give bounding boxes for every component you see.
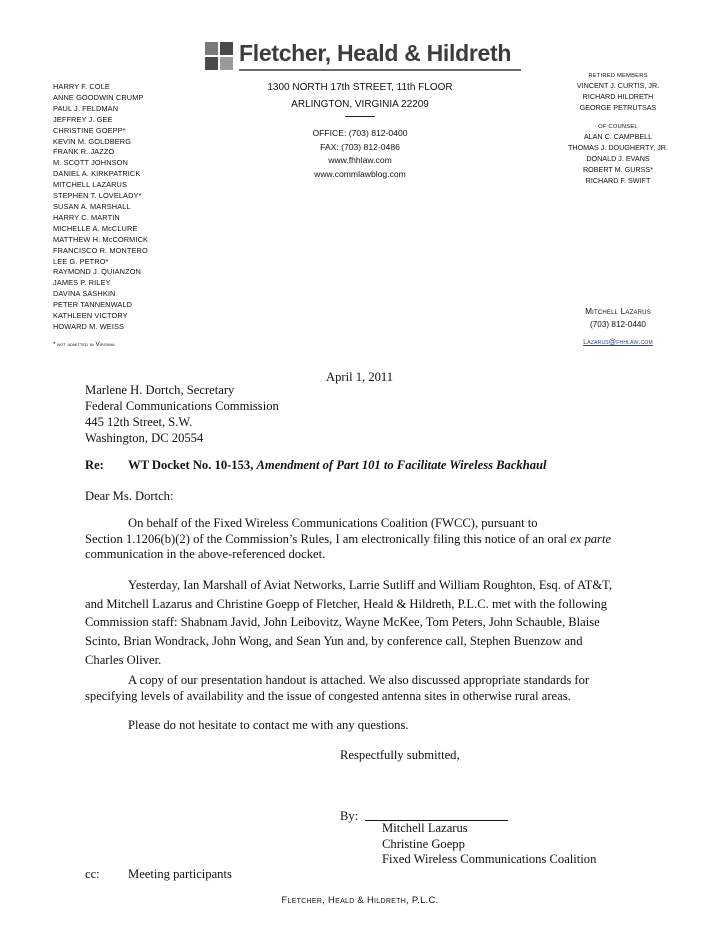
recipient-line: 445 12th Street, S.W. — [85, 415, 193, 429]
cc-recipients: Meeting participants — [128, 867, 232, 881]
retired-member: VINCENT J. CURTIS, JR. — [576, 81, 660, 90]
retired-header: RETIRED MEMBERS — [588, 73, 648, 79]
retired-member: RICHARD HILDRETH — [582, 91, 654, 101]
partner-name: KEVIN M. GOLDBERG — [53, 136, 132, 146]
partner-name: ANNE GOODWIN CRUMP — [53, 92, 144, 102]
partner-name: STEPHEN T. LOVELADY* — [53, 191, 142, 201]
partner-name: DAVINA SASHKIN — [53, 289, 116, 299]
paragraph-line: and Mitchell Lazarus and Christine Goepp of Fletcher, Heald & Hildreth, P.L.C. met with the following — [85, 596, 608, 611]
paragraph-line: A copy of our presentation handout is attached. We also discussed appropriate standards for — [128, 673, 590, 687]
partner-list — [53, 82, 213, 333]
partner-name: M. SCOTT JOHNSON — [53, 158, 128, 168]
partner-name: KATHLEEN VICTORY — [53, 311, 128, 321]
partner-name: HARRY F. COLE — [53, 82, 110, 91]
partner-name: FRANK R. JAZZO — [53, 147, 115, 157]
by-label: By: — [340, 809, 359, 823]
firm-name: Fletcher, Heald & Hildreth — [239, 40, 512, 66]
partner-name: PETER TANNENWALD — [53, 300, 133, 310]
signer-name: Mitchell Lazarus — [382, 821, 468, 835]
recipient-line: Marlene H. Dortch, Secretary — [85, 383, 235, 397]
retired-member: GEORGE PETRUTSAS — [579, 102, 657, 112]
partner-name: PAUL J. FELDMAN — [53, 103, 119, 113]
virginia-footnote: * not admitted in Virginia — [53, 341, 115, 348]
paragraph-line: Charles Oliver. — [85, 652, 162, 667]
paragraph-line: specifying levels of availability and the issue of congested antenna sites in otherwise rural areas. — [85, 688, 571, 703]
firm-address — [220, 80, 500, 181]
salutation: Dear Ms. Dortch: — [85, 489, 174, 503]
signer-list — [382, 821, 596, 868]
paragraph-line: communication in the above-referenced docket. — [85, 547, 326, 561]
fax-number: FAX: (703) 812-0486 — [320, 141, 400, 152]
paragraph-line: Section 1.1206(b)(2) of the Commission’s Rules, I am electronically filing this notice of an oral — [85, 531, 567, 546]
counsel-header: OF COUNSEL — [598, 124, 638, 131]
counsel-member: ALAN C. CAMPBELL — [583, 132, 653, 142]
partner-name: MICHELLE A. McCLURE — [53, 223, 138, 233]
partner-name: RAYMOND J. QUIANZON — [53, 267, 141, 277]
partner-name: SUSAN A. MARSHALL — [53, 201, 131, 211]
recipient-block — [85, 382, 279, 446]
docket-title: Amendment of Part 101 to Facilitate Wireless Backhaul — [256, 458, 547, 472]
counsel-member: THOMAS J. DOUGHERTY, JR. — [568, 143, 668, 153]
partner-name: JEFFREY J. GEE — [53, 114, 113, 124]
office-phone: OFFICE: (703) 812-0400 — [312, 128, 408, 138]
address-city: ARLINGTON, VIRGINIA 22209 — [291, 99, 429, 110]
logo-mark-icon — [205, 42, 235, 72]
paragraph-2 — [85, 576, 645, 670]
partner-name: HARRY C. MARTIN — [53, 212, 120, 222]
partner-name: HOWARD M. WEISS — [53, 321, 125, 331]
paragraph-line: Please do not hesitate to contact me with any questions. — [128, 718, 409, 732]
page-footer: Fletcher, Heald & Hildreth, P.L.C. — [281, 894, 439, 905]
partner-name: MATTHEW H. McCORMICK — [53, 234, 149, 244]
paragraph-3 — [85, 673, 645, 704]
contact-name: Mitchell Lazarus — [585, 307, 651, 316]
website-link[interactable]: www.fhhlaw.com — [328, 155, 392, 165]
recipient-line: Washington, DC 20554 — [85, 431, 204, 445]
signer-organization: Fixed Wireless Communications Coalition — [382, 852, 597, 866]
contact-email-link[interactable]: Lazarus@fhhlaw.com — [583, 337, 653, 346]
counsel-member: DONALD J. EVANS — [586, 153, 650, 163]
subject-label: Re: — [85, 458, 104, 472]
partner-name: DANIEL A. KIRKPATRICK — [53, 169, 141, 179]
partner-name: LEE G. PETRO* — [53, 256, 109, 266]
signer-name: Christine Goepp — [382, 836, 465, 851]
paragraph-1 — [85, 516, 645, 563]
cc-label: cc: — [85, 867, 100, 881]
logo-rule — [239, 69, 521, 71]
ex-parte-term: ex parte — [570, 531, 612, 546]
partner-name: JAMES P. RILEY — [53, 278, 111, 288]
partner-name: MITCHELL LAZARUS — [53, 180, 128, 190]
author-contact — [548, 305, 688, 349]
address-street: 1300 NORTH 17th STREET, 11th FLOOR — [267, 82, 453, 93]
partner-name: FRANCISCO R. MONTERO — [53, 245, 148, 255]
address-divider — [345, 116, 375, 117]
closing: Respectfully submitted, — [340, 748, 460, 762]
paragraph-line: Scinto, Brian Wondrack, John Wong, and Sean Yun and, by conference call, Stephen Buenzow and — [85, 634, 583, 649]
partner-name: CHRISTINE GOEPP* — [53, 125, 126, 135]
counsel-member: ROBERT M. GURSS* — [582, 164, 654, 174]
paragraph-4 — [85, 717, 645, 733]
counsel-member: RICHARD F. SWIFT — [585, 175, 651, 185]
letter-date: April 1, 2011 — [326, 370, 394, 384]
blog-link[interactable]: www.commlawblog.com — [314, 168, 406, 179]
firm-logo — [205, 42, 525, 72]
retired-and-counsel — [548, 72, 688, 186]
paragraph-line: Yesterday, Ian Marshall of Aviat Networks, Larrie Sutliff and William Roughton, Esq. of AT&T, — [128, 578, 613, 592]
recipient-line: Federal Communications Commission — [85, 399, 279, 413]
paragraph-line: On behalf of the Fixed Wireless Communications Coalition (FWCC), pursuant to — [128, 516, 538, 530]
paragraph-line: Commission staff: Shabnam Javid, John Leibovitz, Wayne McKee, Tom Peters, John Schauble, Blaise — [85, 615, 600, 630]
docket-number: WT Docket No. 10-153, — [128, 458, 254, 472]
contact-phone: (703) 812-0440 — [590, 320, 646, 329]
